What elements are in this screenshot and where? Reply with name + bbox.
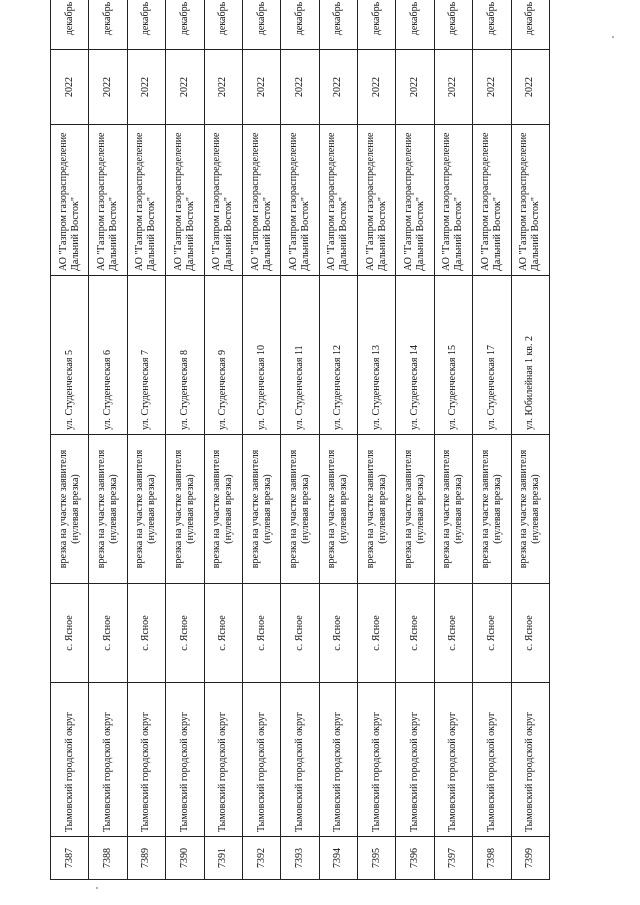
address-cell: ул. Юбилейная 1 кв. 2 xyxy=(511,276,550,435)
year-cell: 2022 xyxy=(473,50,511,125)
month-cell: декабрь xyxy=(319,0,357,50)
scan-speck xyxy=(612,36,614,38)
village-cell: с. Ясное xyxy=(281,584,319,683)
organization-cell: АО "Газпром газораспределение Дальний Восток" xyxy=(242,125,280,276)
table-row xyxy=(89,0,127,880)
organization-cell: АО "Газпром газораспределение Дальний Восток" xyxy=(358,125,396,276)
address-cell: ул. Студенческая 11 xyxy=(281,276,319,435)
address-cell: ул. Студенческая 12 xyxy=(319,276,357,435)
year-cell: 2022 xyxy=(319,50,357,125)
row-number: 7388 xyxy=(89,837,127,880)
row-number: 7389 xyxy=(127,837,165,880)
year-cell: 2022 xyxy=(127,50,165,125)
district-cell: Тымовский городской округ xyxy=(511,683,550,837)
village-cell: с. Ясное xyxy=(51,584,89,683)
address-cell: ул. Студенческая 9 xyxy=(204,276,242,435)
address-cell: ул. Студенческая 15 xyxy=(434,276,472,435)
month-cell: декабрь xyxy=(166,0,204,50)
year-cell: 2022 xyxy=(166,50,204,125)
district-cell: Тымовский городской округ xyxy=(473,683,511,837)
month-cell: декабрь xyxy=(242,0,280,50)
table-row xyxy=(127,0,165,880)
month-cell: декабрь xyxy=(396,0,434,50)
connection-type-cell: врезка на участке заявителя (нулевая врезка) xyxy=(319,435,357,584)
connection-type-cell: врезка на участке заявителя (нулевая врезка) xyxy=(127,435,165,584)
district-cell: Тымовский городской округ xyxy=(127,683,165,837)
table-row xyxy=(242,0,280,880)
district-cell: Тымовский городской округ xyxy=(204,683,242,837)
row-number: 7398 xyxy=(473,837,511,880)
organization-cell: АО "Газпром газораспределение Дальний Восток" xyxy=(51,125,89,276)
organization-cell: АО "Газпром газораспределение Дальний Восток" xyxy=(434,125,472,276)
table-row xyxy=(434,0,472,880)
year-cell: 2022 xyxy=(396,50,434,125)
address-cell: ул. Студенческая 5 xyxy=(51,276,89,435)
month-cell: декабрь xyxy=(89,0,127,50)
village-cell: с. Ясное xyxy=(358,584,396,683)
row-number: 7391 xyxy=(204,837,242,880)
table-row xyxy=(319,0,357,880)
connection-type-cell: врезка на участке заявителя (нулевая врезка) xyxy=(511,435,550,584)
table-row xyxy=(51,0,89,880)
row-number: 7396 xyxy=(396,837,434,880)
row-number: 7395 xyxy=(358,837,396,880)
connection-type-cell: врезка на участке заявителя (нулевая врезка) xyxy=(166,435,204,584)
month-cell: декабрь xyxy=(51,0,89,50)
row-number: 7397 xyxy=(434,837,472,880)
connection-type-cell: врезка на участке заявителя (нулевая врезка) xyxy=(358,435,396,584)
village-cell: с. Ясное xyxy=(473,584,511,683)
organization-cell: АО "Газпром газораспределение Дальний Восток" xyxy=(89,125,127,276)
month-cell: декабрь xyxy=(127,0,165,50)
table-row xyxy=(204,0,242,880)
village-cell: с. Ясное xyxy=(127,584,165,683)
row-number: 7387 xyxy=(51,837,89,880)
address-cell: ул. Студенческая 17 xyxy=(473,276,511,435)
gasification-table xyxy=(50,1,550,880)
year-cell: 2022 xyxy=(281,50,319,125)
table-row xyxy=(166,0,204,880)
row-number: 7399 xyxy=(511,837,550,880)
village-cell: с. Ясное xyxy=(319,584,357,683)
organization-cell: АО "Газпром газораспределение Дальний Восток" xyxy=(127,125,165,276)
connection-type-cell: врезка на участке заявителя (нулевая врезка) xyxy=(89,435,127,584)
district-cell: Тымовский городской округ xyxy=(281,683,319,837)
connection-type-cell: врезка на участке заявителя (нулевая врезка) xyxy=(281,435,319,584)
village-cell: с. Ясное xyxy=(89,584,127,683)
district-cell: Тымовский городской округ xyxy=(358,683,396,837)
row-number: 7390 xyxy=(166,837,204,880)
connection-type-cell: врезка на участке заявителя (нулевая врезка) xyxy=(204,435,242,584)
organization-cell: АО "Газпром газораспределение Дальний Восток" xyxy=(473,125,511,276)
rotated-table-wrapper xyxy=(50,1,550,880)
year-cell: 2022 xyxy=(511,50,550,125)
year-cell: 2022 xyxy=(358,50,396,125)
organization-cell: АО "Газпром газораспределение Дальний Восток" xyxy=(396,125,434,276)
month-cell: декабрь xyxy=(434,0,472,50)
connection-type-cell: врезка на участке заявителя (нулевая врезка) xyxy=(242,435,280,584)
address-cell: ул. Студенческая 7 xyxy=(127,276,165,435)
year-cell: 2022 xyxy=(89,50,127,125)
district-cell: Тымовский городской округ xyxy=(319,683,357,837)
table-row xyxy=(473,0,511,880)
scan-speck xyxy=(96,887,98,889)
month-cell: декабрь xyxy=(281,0,319,50)
connection-type-cell: врезка на участке заявителя (нулевая врезка) xyxy=(51,435,89,584)
district-cell: Тымовский городской округ xyxy=(51,683,89,837)
district-cell: Тымовский городской округ xyxy=(166,683,204,837)
village-cell: с. Ясное xyxy=(242,584,280,683)
address-cell: ул. Студенческая 10 xyxy=(242,276,280,435)
address-cell: ул. Студенческая 14 xyxy=(396,276,434,435)
village-cell: с. Ясное xyxy=(204,584,242,683)
month-cell: декабрь xyxy=(358,0,396,50)
organization-cell: АО "Газпром газораспределение Дальний Восток" xyxy=(204,125,242,276)
table-body xyxy=(51,0,550,880)
village-cell: с. Ясное xyxy=(434,584,472,683)
district-cell: Тымовский городской округ xyxy=(242,683,280,837)
connection-type-cell: врезка на участке заявителя (нулевая врезка) xyxy=(396,435,434,584)
village-cell: с. Ясное xyxy=(166,584,204,683)
year-cell: 2022 xyxy=(434,50,472,125)
table-row xyxy=(358,0,396,880)
district-cell: Тымовский городской округ xyxy=(396,683,434,837)
row-number: 7392 xyxy=(242,837,280,880)
address-cell: ул. Студенческая 13 xyxy=(358,276,396,435)
organization-cell: АО "Газпром газораспределение Дальний Восток" xyxy=(511,125,550,276)
row-number: 7393 xyxy=(281,837,319,880)
organization-cell: АО "Газпром газораспределение Дальний Восток" xyxy=(281,125,319,276)
district-cell: Тымовский городской округ xyxy=(89,683,127,837)
year-cell: 2022 xyxy=(51,50,89,125)
village-cell: с. Ясное xyxy=(511,584,550,683)
row-number: 7394 xyxy=(319,837,357,880)
village-cell: с. Ясное xyxy=(396,584,434,683)
organization-cell: АО "Газпром газораспределение Дальний Восток" xyxy=(319,125,357,276)
organization-cell: АО "Газпром газораспределение Дальний Восток" xyxy=(166,125,204,276)
month-cell: декабрь xyxy=(473,0,511,50)
table-row xyxy=(396,0,434,880)
year-cell: 2022 xyxy=(204,50,242,125)
month-cell: декабрь xyxy=(511,0,550,50)
table-row xyxy=(511,0,550,880)
month-cell: декабрь xyxy=(204,0,242,50)
connection-type-cell: врезка на участке заявителя (нулевая врезка) xyxy=(473,435,511,584)
address-cell: ул. Студенческая 8 xyxy=(166,276,204,435)
year-cell: 2022 xyxy=(242,50,280,125)
table-row xyxy=(281,0,319,880)
district-cell: Тымовский городской округ xyxy=(434,683,472,837)
address-cell: ул. Студенческая 6 xyxy=(89,276,127,435)
connection-type-cell: врезка на участке заявителя (нулевая врезка) xyxy=(434,435,472,584)
